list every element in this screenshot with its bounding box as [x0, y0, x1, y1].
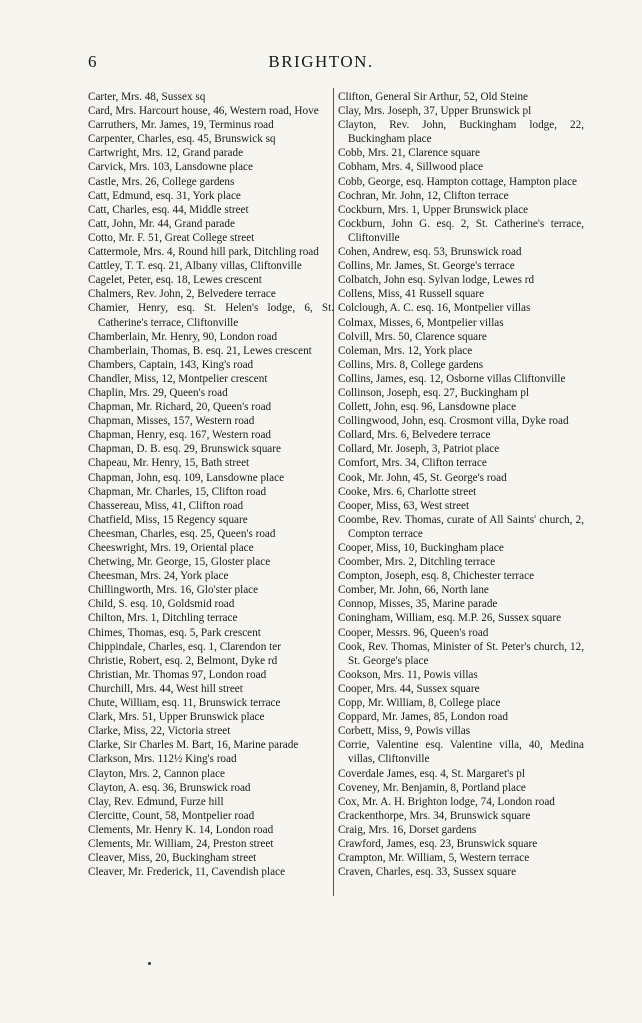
directory-entry: Child, S. esq. 10, Goldsmid road — [88, 598, 235, 611]
directory-entry: Catt, John, Mr. 44, Grand parade — [88, 217, 235, 230]
directory-entry: Chute, William, esq. 11, Brunswick terrace — [88, 697, 281, 710]
directory-entry: Chillingworth, Mrs. 16, Glo'ster place — [88, 584, 259, 597]
directory-entry: Cleaver, Mr. Frederick, 11, Cavendish place — [88, 866, 286, 879]
directory-entry: Collard, Mrs. 6, Belvedere terrace — [338, 429, 491, 442]
directory-entry: Chapman, Misses, 157, Western road — [88, 415, 255, 428]
directory-entry: Cockburn, Mrs. 1, Upper Brunswick place — [338, 203, 529, 216]
directory-entry: Colvill, Mrs. 50, Clarence square — [338, 330, 487, 343]
directory-entry: Chetwing, Mr. George, 15, Gloster place — [88, 556, 271, 569]
directory-entry: Cookson, Mrs. 11, Powis villas — [338, 668, 478, 681]
directory-entry: Chamberlain, Mr. Henry, 90, London road — [88, 330, 278, 343]
directory-entry: Colclough, A. C. esq. 16, Montpelier villas — [338, 302, 531, 315]
directory-entry: Cohen, Andrew, esq. 53, Brunswick road — [338, 246, 522, 259]
directory-entry: Crampton, Mr. William, 5, Western terrace — [338, 852, 530, 865]
directory-entry: Coombe, Rev. Thomas, curate of All Saints' church, 2, Compton terrace — [338, 513, 584, 540]
directory-entry: Collins, Mrs. 8, College gardens — [338, 358, 484, 371]
directory-entry: Clarke, Miss, 22, Victoria street — [88, 725, 231, 738]
directory-entry: Cagelet, Peter, esq. 18, Lewes crescent — [88, 274, 262, 287]
directory-entry: Coleman, Mrs. 12, York place — [338, 344, 473, 357]
directory-entry: Collens, Miss, 41 Russell square — [338, 288, 485, 301]
directory-entry: Chapman, John, esq. 109, Lansdowne place — [88, 471, 285, 484]
page-number: 6 — [88, 52, 97, 71]
directory-entry: Cattermole, Mrs. 4, Round hill park, Ditchling road — [88, 246, 319, 259]
directory-entry: Clay, Mrs. Joseph, 37, Upper Brunswick pl — [338, 105, 532, 118]
directory-entry: Cleaver, Miss, 20, Buckingham street — [88, 852, 257, 865]
directory-entry: Card, Mrs. Harcourt house, 46, Western road, Hove — [88, 105, 319, 118]
directory-entry: Cooke, Mrs. 6, Charlotte street — [338, 485, 477, 498]
directory-entry: Cotto, Mr. F. 51, Great College street — [88, 231, 255, 244]
directory-entry: Cook, Mr. John, 45, St. George's road — [338, 471, 507, 484]
directory-entry: Christie, Robert, esq. 2, Belmont, Dyke rd — [88, 654, 278, 667]
directory-entry: Copp, Mr. William, 8, College place — [338, 697, 501, 710]
directory-entry: Cochran, Mr. John, 12, Clifton terrace — [338, 189, 509, 202]
directory-entry: Collingwood, John, esq. Crosmont villa, Dyke road — [338, 415, 569, 428]
directory-entry: Cheesman, Mrs. 24, York place — [88, 570, 229, 583]
directory-entry: Clements, Mr. William, 24, Preston street — [88, 837, 274, 850]
directory-entry: Clarke, Sir Charles M. Bart, 16, Marine parade — [88, 739, 299, 752]
page-header — [0, 52, 642, 76]
directory-entry: Chamier, Henry, esq. St. Helen's lodge, 6, St. Catherine's terrace, Cliftonville — [88, 302, 334, 329]
directory-entry: Coveney, Mr. Benjamin, 8, Portland place — [338, 781, 526, 794]
directory-entry: Connop, Misses, 35, Marine parade — [338, 598, 498, 611]
directory-entry: Catt, Edmund, esq. 31, York place — [88, 189, 241, 202]
directory-entry: Coningham, William, esq. M.P. 26, Sussex square — [338, 612, 562, 625]
directory-entry: Cooper, Mrs. 44, Sussex square — [338, 682, 480, 695]
directory-entry: Comber, Mr. John, 66, North lane — [338, 584, 489, 597]
directory-entry: Clarkson, Mrs. 112½ King's road — [88, 753, 237, 766]
directory-entry: Chapeau, Mr. Henry, 15, Bath street — [88, 457, 250, 470]
directory-entry: Cobham, Mrs. 4, Sillwood place — [338, 161, 484, 174]
directory-entry: Cobb, Mrs. 21, Clarence square — [338, 147, 480, 160]
directory-entry: Colbatch, John esq. Sylvan lodge, Lewes rd — [338, 274, 535, 287]
directory-entry: Catt, Charles, esq. 44, Middle street — [88, 203, 249, 216]
directory-entry: Collett, John, esq. 96, Lansdowne place — [338, 401, 517, 414]
directory-entry: Clayton, Mrs. 2, Cannon place — [88, 767, 226, 780]
directory-entry: Clark, Mrs. 51, Upper Brunswick place — [88, 711, 265, 724]
directory-entry: Chandler, Miss, 12, Montpelier crescent — [88, 372, 268, 385]
directory-entry: Clercitte, Count, 58, Montpelier road — [88, 809, 255, 822]
directory-entry: Churchill, Mrs. 44, West hill street — [88, 682, 243, 695]
directory-entry: Cheesman, Charles, esq. 25, Queen's road — [88, 527, 276, 540]
directory-entry: Clifton, General Sir Arthur, 52, Old Steine — [338, 91, 529, 103]
directory-columns — [0, 90, 642, 910]
directory-entry: Craven, Charles, esq. 33, Sussex square — [338, 866, 517, 879]
directory-entry: Cook, Rev. Thomas, Minister of St. Peter's church, 12, St. George's place — [338, 640, 584, 667]
directory-entry: Carruthers, Mr. James, 19, Terminus road — [88, 119, 274, 132]
directory-entry: Carpenter, Charles, esq. 45, Brunswick sq — [88, 133, 276, 146]
directory-entry: Collard, Mr. Joseph, 3, Patriot place — [338, 443, 500, 456]
right-column — [338, 90, 584, 879]
directory-entry: Clayton, Rev. John, Buckingham lodge, 22, Buckingham place — [338, 119, 584, 146]
directory-entry: Cooper, Messrs. 96, Queen's road — [338, 626, 489, 639]
directory-entry: Cooper, Miss, 10, Buckingham place — [338, 542, 504, 554]
directory-entry: Collins, Mr. James, St. George's terrace — [338, 260, 515, 273]
directory-entry: Clay, Rev. Edmund, Furze hill — [88, 795, 224, 808]
directory-entry: Collinson, Joseph, esq. 27, Buckingham pl — [338, 386, 530, 399]
directory-entry: Castle, Mrs. 26, College gardens — [88, 175, 235, 188]
directory-entry: Chassereau, Miss, 41, Clifton road — [88, 499, 244, 512]
directory-entry: Coppard, Mr. James, 85, London road — [338, 711, 508, 724]
directory-entry: Chamberlain, Thomas, B. esq. 21, Lewes crescent — [88, 344, 312, 357]
page-title: BRIGHTON. — [268, 52, 374, 71]
directory-entry: Cooper, Miss, 63, West street — [338, 499, 470, 512]
directory-entry: Cattley, T. T. esq. 21, Albany villas, Cliftonville — [88, 260, 302, 273]
directory-entry: Cockburn, John G. esq. 2, St. Catherine's terrace, Cliftonville — [338, 217, 584, 244]
directory-entry: Chimes, Thomas, esq. 5, Park crescent — [88, 626, 261, 639]
directory-entry: Collins, James, esq. 12, Osborne villas Cliftonville — [338, 372, 566, 385]
directory-entry: Chapman, Mr. Richard, 20, Queen's road — [88, 401, 272, 414]
directory-entry: Chilton, Mrs. 1, Ditchling terrace — [88, 612, 238, 625]
directory-entry: Colmax, Misses, 6, Montpelier villas — [338, 316, 504, 329]
directory-entry: Chippindale, Charles, esq. 1, Clarendon ter — [88, 640, 281, 653]
directory-entry: Christian, Mr. Thomas 97, London road — [88, 668, 267, 681]
directory-entry: Comfort, Mrs. 34, Clifton terrace — [338, 457, 487, 470]
directory-entry: Chaplin, Mrs. 29, Queen's road — [88, 386, 228, 399]
directory-entry: Cox, Mr. A. H. Brighton lodge, 74, London road — [338, 795, 555, 808]
directory-entry: Corbett, Miss, 9, Powis villas — [338, 725, 471, 738]
directory-entry: Compton, Joseph, esq. 8, Chichester terrace — [338, 570, 535, 583]
directory-entry: Cartwright, Mrs. 12, Grand parade — [88, 147, 244, 160]
footer-mark — [148, 962, 151, 965]
directory-entry: Chapman, D. B. esq. 29, Brunswick square — [88, 443, 281, 456]
directory-entry: Cheeswright, Mrs. 19, Oriental place — [88, 542, 254, 554]
directory-entry: Carter, Mrs. 48, Sussex sq — [88, 91, 206, 103]
directory-entry: Crawford, James, esq. 23, Brunswick square — [338, 837, 538, 850]
directory-entry: Chatfield, Miss, 15 Regency square — [88, 513, 248, 526]
directory-entry: Chalmers, Rev. John, 2, Belvedere terrace — [88, 288, 276, 301]
directory-entry: Carvick, Mrs. 103, Lansdowne place — [88, 161, 253, 174]
directory-entry: Corrie, Valentine esq. Valentine villa, 40, Medina villas, Cliftonville — [338, 739, 584, 766]
left-column — [88, 90, 334, 879]
directory-entry: Chapman, Mr. Charles, 15, Clifton road — [88, 485, 267, 498]
directory-entry: Chapman, Henry, esq. 167, Western road — [88, 429, 272, 442]
directory-entry: Coverdale James, esq. 4, St. Margaret's pl — [338, 767, 525, 780]
directory-entry: Clayton, A. esq. 36, Brunswick road — [88, 781, 251, 794]
directory-entry: Crackenthorpe, Mrs. 34, Brunswick square — [338, 809, 531, 822]
directory-entry: Craig, Mrs. 16, Dorset gardens — [338, 823, 477, 836]
directory-entry: Cobb, George, esq. Hampton cottage, Hampton place — [338, 175, 578, 188]
directory-entry: Clements, Mr. Henry K. 14, London road — [88, 823, 274, 836]
directory-entry: Chambers, Captain, 143, King's road — [88, 358, 254, 371]
directory-entry: Coomber, Mrs. 2, Ditchling terrace — [338, 556, 496, 569]
